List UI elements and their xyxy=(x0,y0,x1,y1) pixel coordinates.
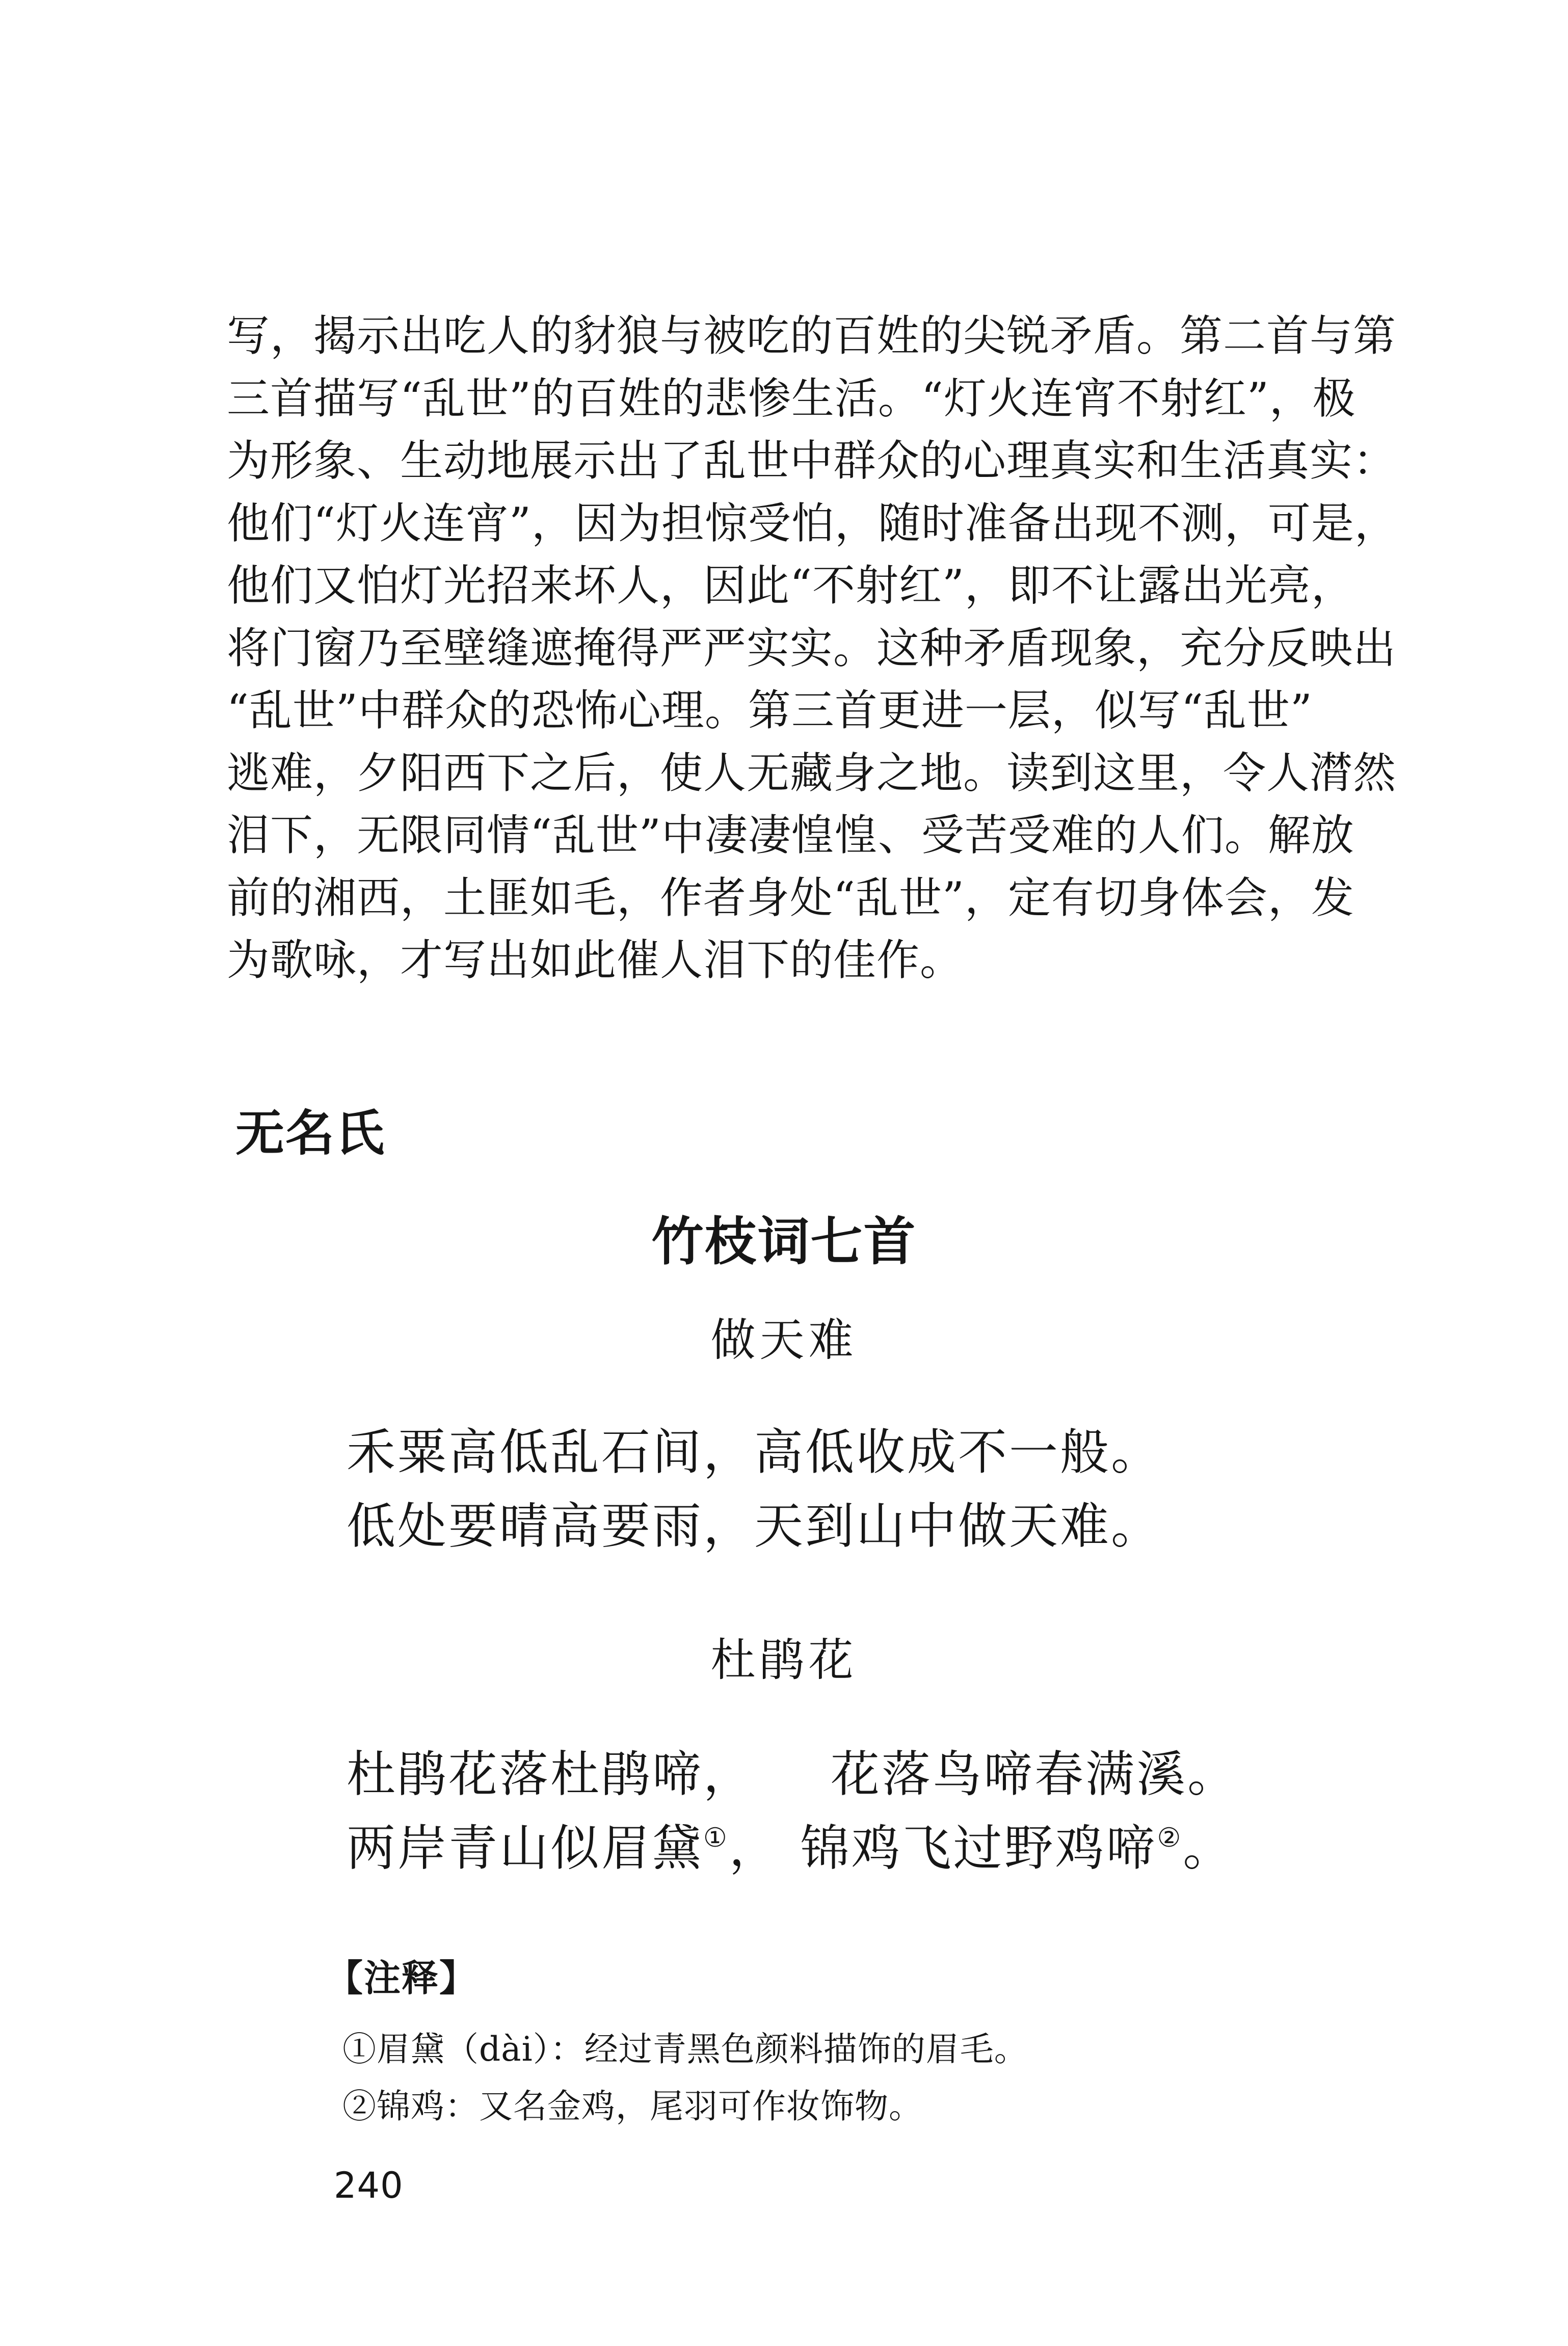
note-item: ①眉黛（dài）：经过青黑色颜料描饰的眉毛。 xyxy=(342,2030,1028,2069)
verse-second-half: 花落鸟啼春满溪。 xyxy=(831,1746,1238,1803)
footnote-marker: ① xyxy=(703,1823,729,1853)
verse-first-half: 杜鹃花落杜鹃啼， xyxy=(347,1746,754,1803)
verse-line: 禾粟高低乱石间，高低收成不一般。 xyxy=(347,1424,1162,1481)
poem-subtitle: 做天难 xyxy=(710,1314,858,1366)
verse-second-half: 锦鸡飞过野鸡啼 xyxy=(800,1820,1157,1877)
prose-line: 为形象、生动地展示出了乱世中群众的心理真实和生活真实： xyxy=(227,436,1397,486)
poem-collection-title: 竹枝词七首 xyxy=(651,1212,917,1272)
prose-line: 为歌咏，才写出如此催人泪下的佳作。 xyxy=(227,935,964,985)
author-heading: 无名氏 xyxy=(235,1105,385,1162)
verse-end-punctuation: 。 xyxy=(1183,1820,1234,1877)
notes-heading: 【注释】 xyxy=(326,1957,477,2000)
poem-subtitle: 杜鹃花 xyxy=(710,1634,858,1686)
page-number: 240 xyxy=(334,2165,404,2206)
prose-line: 他们又怕灯光招来坏人，因此“不射红”，即不让露出光亮， xyxy=(227,561,1354,610)
prose-line: 写，揭示出吃人的豺狼与被吃的百姓的尖锐矛盾。第二首与第 xyxy=(227,311,1397,361)
note-item: ②锦鸡：又名金鸡，尾羽可作妆饰物。 xyxy=(342,2087,923,2126)
poem-verse xyxy=(347,1416,1162,1563)
prose-line: “乱世”中群众的恐怖心理。第三首更进一层，似写“乱世” xyxy=(227,685,1313,735)
verse-line: 低处要晴高要雨，天到山中做天难。 xyxy=(347,1498,1162,1555)
verse-line xyxy=(347,1811,1238,1885)
verse-separator: ， xyxy=(729,1820,780,1877)
prose-line: 前的湘西，土匪如毛，作者身处“乱世”，定有切身体会，发 xyxy=(227,872,1354,923)
commentary-paragraph xyxy=(227,305,1399,992)
prose-line: 泪下，无限同情“乱世”中凄凄惶惶、受苦受难的人们。解放 xyxy=(227,810,1354,860)
verse-line xyxy=(347,1738,1238,1811)
prose-line: 三首描写“乱世”的百姓的悲惨生活。“灯火连宵不射红”，极 xyxy=(227,373,1356,423)
prose-line: 将门窗乃至壁缝遮掩得严严实实。这种矛盾现象，充分反映出 xyxy=(227,623,1397,673)
prose-line: 他们“灯火连宵”，因为担惊受怕，随时准备出现不测，可是， xyxy=(227,498,1398,548)
prose-line: 逃难，夕阳西下之后，使人无藏身之地。读到这里，令人潸然 xyxy=(227,748,1397,798)
verse-first-half: 两岸青山似眉黛 xyxy=(347,1820,703,1877)
notes-list xyxy=(342,2021,1028,2135)
poem-verse xyxy=(347,1738,1238,1885)
footnote-marker: ② xyxy=(1157,1823,1183,1853)
